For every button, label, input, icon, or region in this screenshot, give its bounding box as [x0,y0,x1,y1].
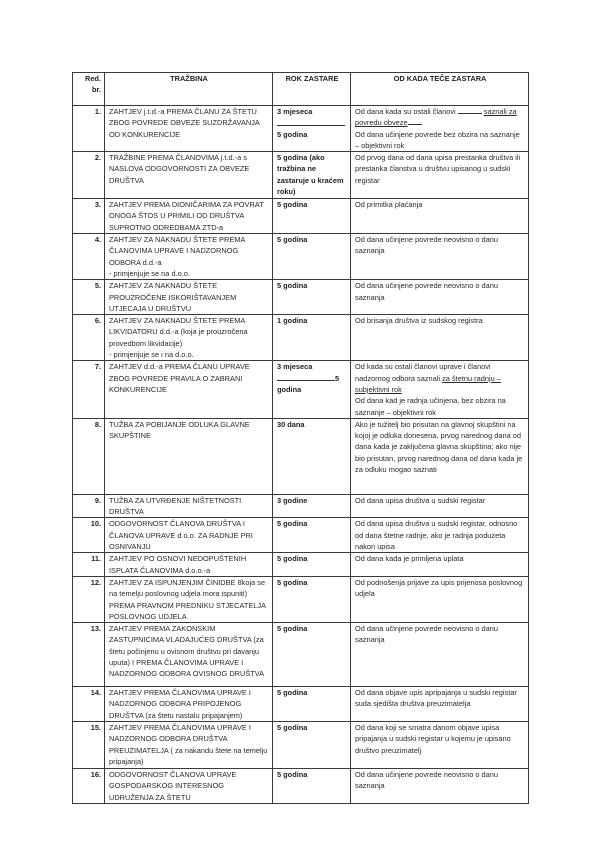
limitation-period-cell: 5 godina [273,199,351,234]
row-number: 1. [73,106,105,152]
table-row [73,494,529,518]
row-number: 4. [73,234,105,280]
table-row [73,361,529,418]
start-of-limitation-cell: Ako je tužitelj bio prisutan na glavnoj skupštini na kojoj je odluka donesena, prvog narednog dana od dana kada je zaključena glavna skupština; ako nije bio prisutan, prvog narednog dana od dana kada je za odluku mogao saznati [351,418,529,494]
limitation-period-cell: 5 godina [273,518,351,553]
start-of-limitation-cell: Od dana kada je primljena uplata [351,553,529,577]
row-number: 15. [73,721,105,768]
table-row [73,768,529,803]
claim-cell: TUŽBA ZA POBIJANJE ODLUKA GLAVNE SKUPŠTINE [105,418,273,494]
claim-cell: TUŽBA ZA UTVRĐENJE NIŠTETNOSTI DRUŠTVA [105,494,273,518]
start-text: Od dana kada su ostali članovi [355,107,458,116]
blank-line [458,113,482,114]
claim-cell: ZAHTJEV PREMA DIONIČARIMA ZA POVRAT ONOGA ŠTOS U PRIMILI OD DRUŠTVA SUPROTNO ODREDBAMA ZTD-a [105,199,273,234]
table-row [73,234,529,280]
limitation-period-cell: 5 godina [273,280,351,315]
table-header-row [73,73,529,106]
claim-cell: ZAHTJEV PO OSNOVI NEDOPUŠTENIH ISPLATA ČLANOVIMA d.o.o.-a [105,553,273,577]
limitation-subjective: 3 mjeseca [277,107,313,116]
claim-cell: ZAHTJEV ZA ISPUNJENJIM ČINIDBE 8koja se na temelju poslovnog udjela mora ispuniti) PREMA PRAVNOM PREDNIKU STJECATELJA POSLOVNOG UDJELA [105,576,273,622]
start-underlined: za štetnu radnju – subjektivni rok [355,373,501,394]
limitation-period-cell: 5 godina [273,623,351,687]
claim-note: - primjenjuje se i na d.o.o. [109,350,194,360]
row-number: 3. [73,199,105,234]
table-row [73,518,529,553]
row-number: 8. [73,418,105,494]
table-row [73,553,529,577]
limitation-separator [277,373,347,384]
limitation-period-cell [273,361,351,418]
limitation-period-cell: 5 godina [273,687,351,722]
header-limitation-period: ROK ZASTARE [273,73,351,106]
header-claim: TRAŽBINA [105,73,273,106]
start-of-limitation-cell: Od prvog dana od dana upisa prestanka društva ili prestanka članstva u društvu upisanog u sudski registar [351,152,529,199]
limitation-objective-unit: godina [277,384,302,394]
claim-cell: ZAHTJEV d.d.-a PREMA ČLANU UPRAVE ZBOG POVREDE PRAVILA O ZABRANI KONKURENCIJE [105,361,273,418]
start-objective: Od dana učinjene povrede bez obzira na saznanje – objektivni rok [355,129,520,150]
limitation-objective-number: 5 [335,373,340,383]
claim-text: ZAHTJEV ZA NAKNADU ŠTETE PREMA LIKVIDATORU d.d.-a (koja je prouzročena provedbom likvidacije) [109,316,248,348]
table-row [73,280,529,315]
claim-cell [105,234,273,280]
limitation-period-cell: 5 godina [273,721,351,768]
start-underlined-1: saznali za [483,107,517,116]
claim-cell: ZAHTJEV PREMA ČLANOVIMA UPRAVE I NADZORNOG ODBORA DRUŠTVA PREUZIMATELJA ( za nakandu štete na temelju pripajanja) [105,721,273,768]
start-of-limitation-cell: Od primitka plaćanja [351,199,529,234]
start-of-limitation-cell: Od podnošenja prijave za upis prijenosa poslovnog udjela [351,576,529,622]
start-of-limitation-cell: Od dana upisa društva u sudski registar [351,494,529,518]
separator-line [277,380,335,381]
table-row [73,687,529,722]
row-number: 6. [73,315,105,361]
header-number [73,73,105,106]
limitation-period-cell: 5 godina [273,553,351,577]
table-row [73,418,529,494]
row-number: 7. [73,361,105,418]
table-row [73,315,529,361]
limitation-period-cell: 30 dana [273,418,351,494]
claim-cell: ZAHTJEV PREMA ZAKONSKIM ZASTUPNICIMA VLADAJUĆEG DRUŠTVA (za štetu počinjenu u ovisnom društvu pri davanju uputa) I PREMA ČLANOVIMA UPRAVE I NADZORNOG ODBORA OVISNOG DRUŠTVA [105,623,273,687]
limitation-subjective: 3 mjeseca [277,362,313,372]
claim-cell: ZAHTJEV ZA NAKNADU ŠTETE PROUZROČENE ISKORIŠTAVANJEM UTJECAJA U DRUŠTVU [105,280,273,315]
limitation-period-cell: 5 godina [273,576,351,622]
table-row [73,576,529,622]
row-number: 16. [73,768,105,803]
start-text: Od kada su ostali članovi uprave i članovi nadzornog odbora saznali [355,362,491,383]
start-of-limitation-cell: Od dana upisa društva u sudski registar, odnosno od dana štetne radnje, ako je radnja poduzeta nakon upisa [351,518,529,553]
row-number: 9. [73,494,105,518]
start-of-limitation-cell: Od dana koji se smatra danom objave upisa pripajanja u sudski registar u kojemu je upisano društvo preuzimatelj [351,721,529,768]
row-number: 11. [73,553,105,577]
row-number: 13. [73,623,105,687]
start-of-limitation-cell: Od dana učinjene povrede neovisno o danu saznanja [351,623,529,687]
limitation-period-cell: 1 godina [273,315,351,361]
start-of-limitation-cell [351,106,529,152]
claim-cell: ZAHTJEV PREMA ČLANOVIMA UPRAVE I NADZORNOG ODBORA PRIPOJENOG DRUŠTVA (za štetu nastalu pripajanjem) [105,687,273,722]
start-of-limitation-cell: Od brisanja društva iz sudskog registra [351,315,529,361]
limitation-period-cell: 3 godine [273,494,351,518]
claim-cell: ZAHTJEV j.t.d.-a PREMA ČLANU ZA ŠTETU ZBOG POVREDE OBVEZE SUZDRŽAVANJA OD KONKURENCIJE [105,106,273,152]
claim-note: - primjenjuje se na d.o.o. [109,268,190,278]
table-row [73,721,529,768]
claim-cell: ODGOVORNOST ČLANOVA UPRAVE GOSPODARSKOG INTERESNOG UDRUŽENJA ZA ŠTETU [105,768,273,803]
start-objective: Od dana kad je radnja učinjena, bez obzira na saznanje – objektivni rok [355,396,506,417]
row-number: 12. [73,576,105,622]
statute-of-limitations-table [72,72,529,804]
start-of-limitation-cell: Od dana učinjene povrede neovisno o danu saznanja [351,234,529,280]
limitation-period-cell: 5 godina [273,234,351,280]
row-number: 14. [73,687,105,722]
limitation-objective: 5 godina [277,130,308,140]
limitation-period-cell: 5 godina [273,768,351,803]
table-row [73,623,529,687]
limitation-period-cell [273,106,351,152]
limitation-period-cell: 5 godina (ako tražbina ne zastaruje u kraćem roku) [273,152,351,199]
row-number: 10. [73,518,105,553]
claim-cell: ODGOVORNOST ČLANOVA DRUŠTVA I ČLANOVA UPRAVE d.o.o. ZA RADNJE PRI OSNIVANJU [105,518,273,553]
start-of-limitation-cell: Od dana učinjene povrede neovisno o danu saznanja [351,280,529,315]
blank-line [408,124,422,125]
row-number: 2. [73,152,105,199]
start-underlined-2: povredu obveze [355,118,408,128]
start-of-limitation-cell: Od dana učinjene povrede neovisno o danu saznanja [351,768,529,803]
header-start-of-limitation: OD KADA TEČE ZASTARA [351,73,529,106]
claim-text: ZAHTJEV ZA NAKNADU ŠTETE PREMA ČLANOVIMA UPRAVE I NADZORNOG ODBORA d.d.-a [109,235,245,267]
start-of-limitation-cell [351,361,529,418]
table-row [73,106,529,152]
header-number-line1: Red. [84,74,101,83]
row-number: 5. [73,280,105,315]
header-number-line2: br. [91,85,101,95]
claim-cell: TRAŽBINE PREMA ČLANOVIMA j.t.d.-a s NASLOVA ODGOVORNOSTI ZA OBVEZE DRUŠTVA [105,152,273,199]
separator-line [277,117,345,126]
start-of-limitation-cell: Od dana objave upis apripajanja u sudski registar suda sjedišta društva preuzimatelja [351,687,529,722]
table-row [73,199,529,234]
table-row [73,152,529,199]
claim-cell [105,315,273,361]
